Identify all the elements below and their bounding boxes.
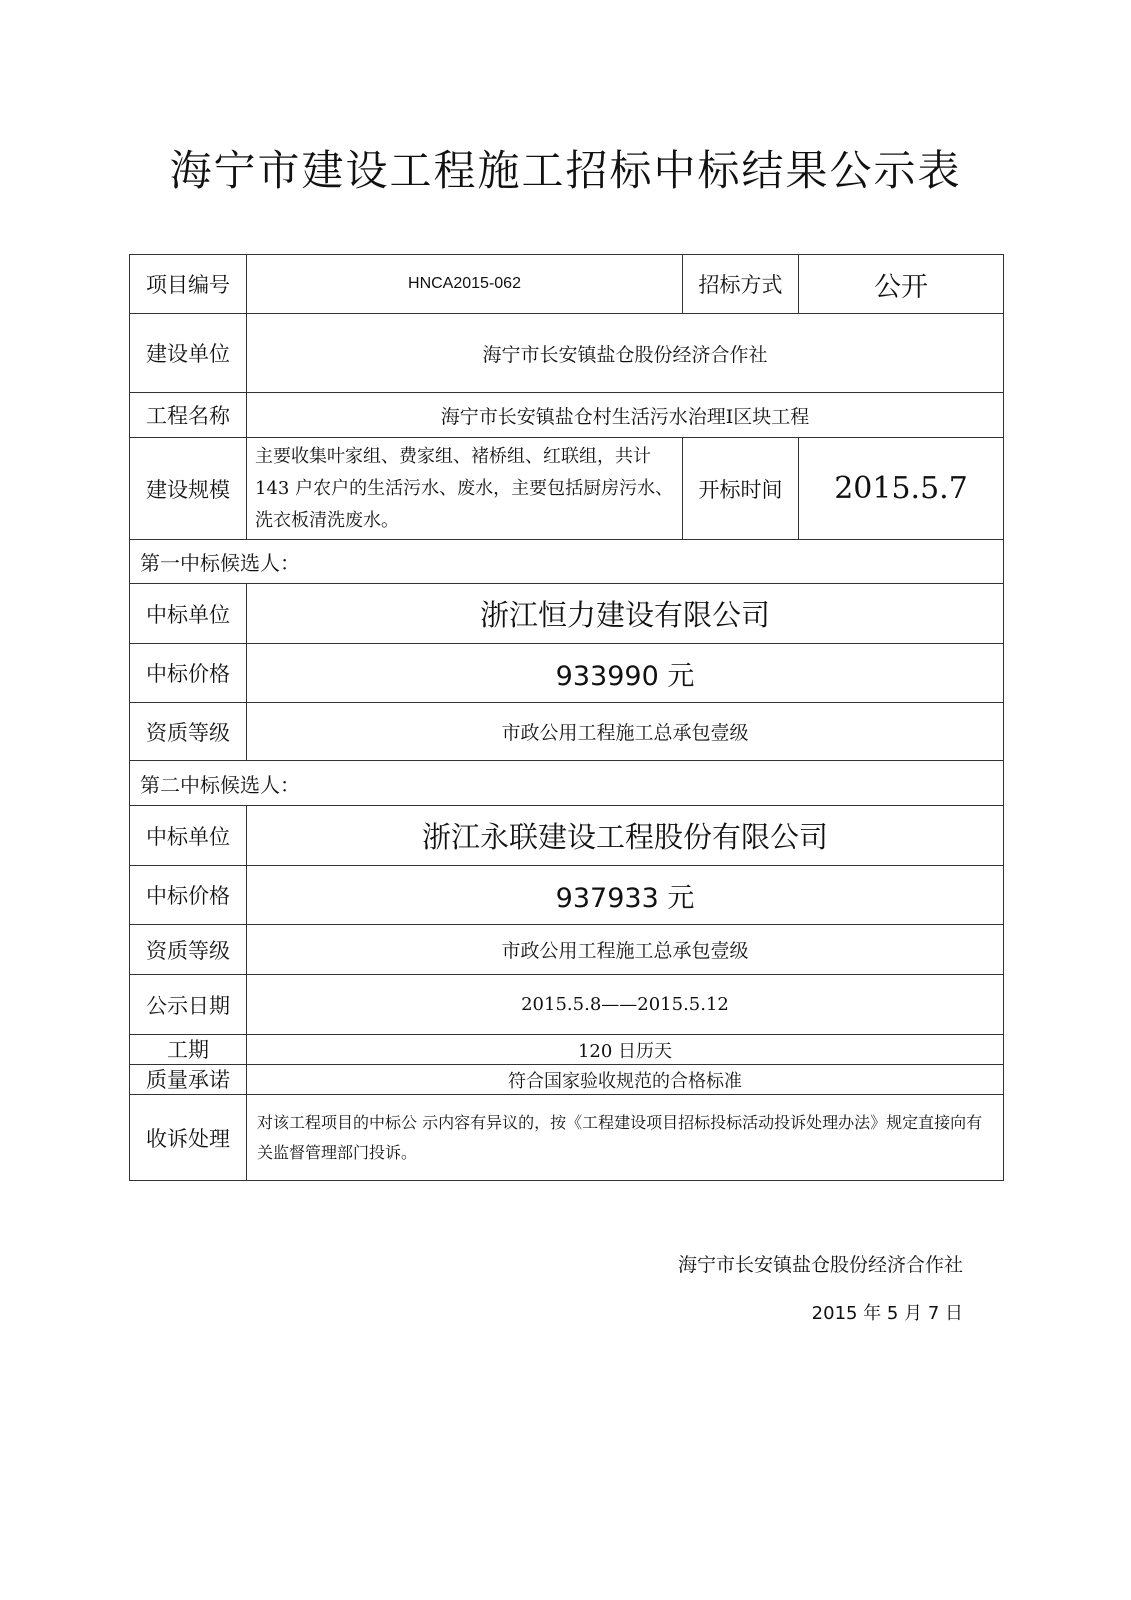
bid-method-value: 公开 bbox=[799, 255, 1004, 314]
candidate1-qual-label: 资质等级 bbox=[130, 703, 247, 761]
row-duration bbox=[130, 1035, 1004, 1065]
scale-label: 建设规模 bbox=[130, 438, 247, 540]
candidate2-unit-label: 中标单位 bbox=[130, 806, 247, 866]
construction-unit-label: 建设单位 bbox=[130, 314, 247, 393]
candidate2-unit: 浙江永联建设工程股份有限公司 bbox=[247, 806, 1004, 866]
construction-unit-value: 海宁市长安镇盐仓股份经济合作社 bbox=[247, 314, 1004, 393]
scale-value: 主要收集叶家组、费家组、褚桥组、红联组，共计 143 户农户的生活污水、废水，主要包括厨房污水、洗衣板清洗废水。 bbox=[247, 438, 683, 540]
complaint-value: 对该工程项目的中标公 示内容有异议的，按《工程建设项目招标投标活动投诉处理办法》规定直接向有关监督管理部门投诉。 bbox=[247, 1095, 1004, 1181]
open-time-value: 2015.5.7 bbox=[799, 438, 1004, 540]
quality-value: 符合国家验收规范的合格标准 bbox=[247, 1065, 1004, 1095]
row-quality bbox=[130, 1065, 1004, 1095]
candidate2-price-label: 中标价格 bbox=[130, 866, 247, 925]
row-candidate2-qual bbox=[130, 925, 1004, 975]
project-name-label: 工程名称 bbox=[130, 393, 247, 438]
row-project-name bbox=[130, 393, 1004, 438]
candidate1-heading: 第一中标候选人： bbox=[130, 540, 1004, 584]
row-candidate2-unit bbox=[130, 806, 1004, 866]
duration-label: 工期 bbox=[130, 1035, 247, 1065]
row-publicity bbox=[130, 975, 1004, 1035]
footer-organization: 海宁市长安镇盐仓股份经济合作社 bbox=[677, 1254, 963, 1276]
row-candidate1-price bbox=[130, 644, 1004, 703]
project-name-value: 海宁市长安镇盐仓村生活污水治理Ⅰ区块工程 bbox=[247, 393, 1004, 438]
row-complaint bbox=[130, 1095, 1004, 1181]
publicity-label: 公示日期 bbox=[130, 975, 247, 1035]
complaint-label: 收诉处理 bbox=[130, 1095, 247, 1181]
open-time-label: 开标时间 bbox=[683, 438, 799, 540]
project-no-label: 项目编号 bbox=[130, 255, 247, 314]
row-candidate2-price bbox=[130, 866, 1004, 925]
row-construction-unit bbox=[130, 314, 1004, 393]
footer-date: 2015 年 5 月 7 日 bbox=[811, 1303, 963, 1324]
row-candidate1-qual bbox=[130, 703, 1004, 761]
candidate1-price-label: 中标价格 bbox=[130, 644, 247, 703]
bid-method-label: 招标方式 bbox=[683, 255, 799, 314]
row-candidate1-heading bbox=[130, 540, 1004, 584]
project-no-value: HNCA2015-062 bbox=[247, 255, 683, 314]
duration-value: 120 日历天 bbox=[247, 1035, 1004, 1065]
candidate1-price: 933990 元 bbox=[247, 644, 1004, 703]
quality-label: 质量承诺 bbox=[130, 1065, 247, 1095]
candidate2-qual-label: 资质等级 bbox=[130, 925, 247, 975]
publicity-value: 2015.5.8——2015.5.12 bbox=[247, 975, 1004, 1035]
row-project-no bbox=[130, 255, 1004, 314]
candidate1-unit: 浙江恒力建设有限公司 bbox=[247, 584, 1004, 644]
candidate2-heading: 第二中标候选人： bbox=[130, 761, 1004, 806]
candidate2-price: 937933 元 bbox=[247, 866, 1004, 925]
candidate1-qual: 市政公用工程施工总承包壹级 bbox=[247, 703, 1004, 761]
page-title: 海宁市建设工程施工招标中标结果公示表 bbox=[169, 146, 962, 195]
row-candidate1-unit bbox=[130, 584, 1004, 644]
row-candidate2-heading bbox=[130, 761, 1004, 806]
notice-table bbox=[129, 254, 1004, 1181]
candidate2-qual: 市政公用工程施工总承包壹级 bbox=[247, 925, 1004, 975]
row-scale bbox=[130, 438, 1004, 540]
candidate1-unit-label: 中标单位 bbox=[130, 584, 247, 644]
